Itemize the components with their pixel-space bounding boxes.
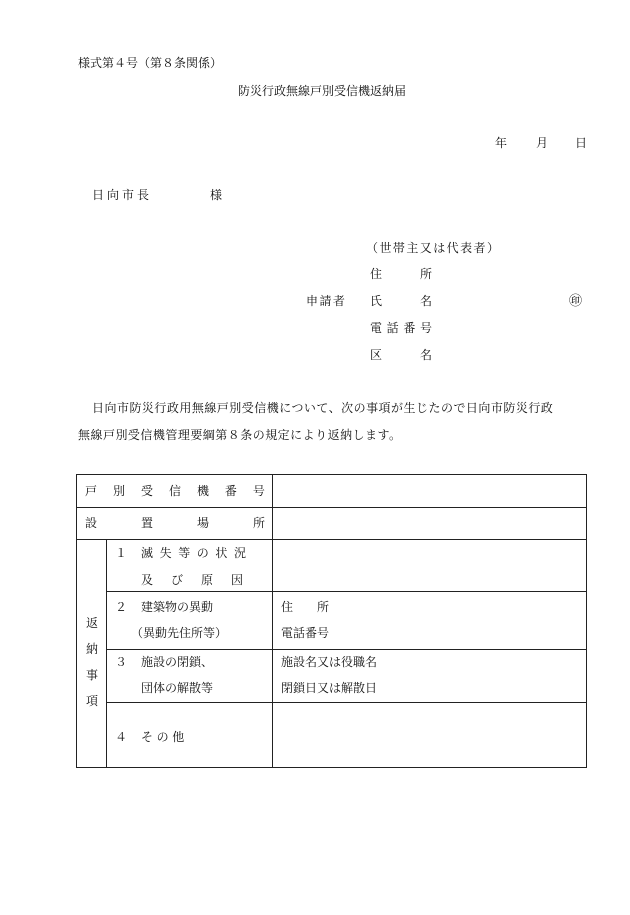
name-char-2: 名 [419,294,432,308]
item-1-line1: 滅失等の状況 [141,546,253,560]
applicant-label: 申請者 [306,294,347,308]
date-year-label: 年 [495,136,508,150]
date-month-label: 月 [536,136,549,150]
item-2-number: ２ [115,600,128,614]
item-2-address-label: 住 所 [281,600,330,614]
return-items-group-label: 返 納 事 項 [86,616,99,708]
item-2-line1: 建築物の異動 [141,600,214,614]
date-day-label: 日 [575,136,588,150]
installation-location-value[interactable] [277,511,582,535]
applicant-phone-label: 電 話 番 号 [370,321,432,335]
seal-mark: ㊞ [569,294,583,309]
item-3-facility-label: 施設名又は役職名 [281,655,378,669]
item-3-closing-date-label: 閉鎖日又は解散日 [281,681,378,695]
name-char-1: 氏 [370,294,383,308]
item-4-value[interactable] [277,707,582,763]
item-3-line1: 施設の閉鎖、 [141,655,214,669]
return-items-table [76,474,587,768]
item-3-number: ３ [115,655,128,669]
applicant-address-label [370,268,432,280]
form-number: 様式第４号（第８条関係） [78,56,223,70]
item-4-number: ４ [115,730,128,744]
item-2-line2: （異動先住所等） [131,626,228,640]
item-4-line1: その他 [141,730,188,744]
document-title: 防災行政無線戸別受信機返納届 [238,84,407,98]
addressee-name: 日向市長 [92,188,153,202]
applicant-name-label [370,295,432,307]
item-1-number: １ [115,546,128,560]
receiver-number-value[interactable] [277,479,582,503]
addressee-honorific: 様 [210,188,223,202]
item-2-phone-label: 電話番号 [281,626,330,640]
address-char-1: 住 [370,267,383,281]
body-line-2: 無線戸別受信機管理要綱第８条の規定により返納します。 [78,428,402,442]
applicant-note: （世帯主又は代表者） [366,241,501,255]
item-1-value[interactable] [277,545,582,587]
address-char-2: 所 [419,267,432,281]
installation-location-label: 設 置 場 所 [85,516,265,530]
receiver-number-label: 戸 別 受 信 機 番 号 [85,484,265,498]
item-1-line2: 及 び 原 因 [141,573,243,587]
applicant-district-label: 区 名 [370,348,432,362]
body-line-1: 日向市防災行政用無線戸別受信機について、次の事項が生じたので日向市防災行政 [92,401,554,415]
item-3-line2: 団体の解散等 [141,681,214,695]
